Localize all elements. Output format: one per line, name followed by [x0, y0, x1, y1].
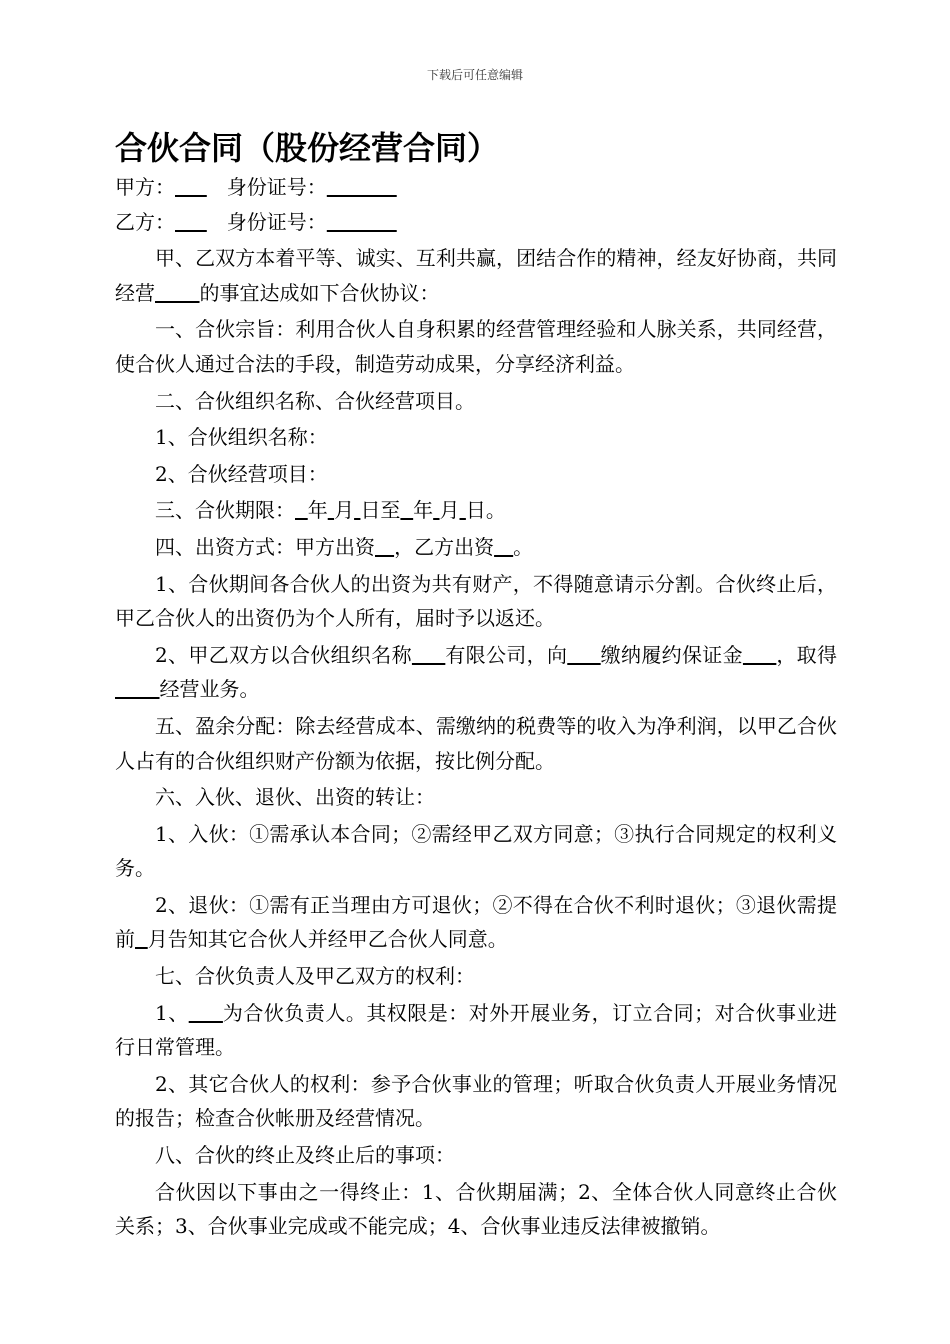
section-6-item-2: 2、退伙：①需有正当理由方可退伙；②不得在合伙不利时退伙；③退伙需提前 月告知其它合伙人并经甲乙合伙人同意。: [115, 892, 837, 952]
section-3-term: 三、合伙期限： 年 月 日至 年 月 日。: [155, 498, 506, 523]
party-b-id-blank: [327, 210, 397, 234]
business-blank: [155, 281, 200, 305]
page-header-note: 下载后可任意编辑: [426, 68, 523, 82]
section-2-item-2: 2、合伙经营项目：: [155, 461, 328, 486]
section-4-item-1: 1、合伙期间各合伙人的出资为共有财产，不得随意请示分割。合伙终止后，甲乙合伙人的出资仍为个人所有，届时予以返还。: [115, 571, 837, 631]
document-body: [115, 170, 837, 1244]
party-a-name-blank: [175, 175, 207, 199]
party-a-id-blank: [327, 175, 397, 199]
section-4-contribution: 四、出资方式：甲方出资 ，乙方出资 。: [155, 534, 534, 559]
section-6-heading: 六、入伙、退伙、出资的转让：: [155, 785, 435, 810]
section-1-purpose: 一、合伙宗旨：利用合伙人自身积累的经营管理经验和人脉关系，共同经营，使合伙人通过合法的手段，制造劳动成果，分享经济利益。: [115, 317, 837, 376]
section-5-profit: 五、盈余分配：除去经营成本、需缴纳的税费等的收入为净利润，以甲乙合伙人占有的合伙组织财产份额为依据，按比例分配。: [115, 713, 837, 773]
document-title: 合伙合同（股份经营合同）: [115, 129, 500, 167]
section-8-heading: 八、合伙的终止及终止后的事项：: [155, 1143, 455, 1168]
party-a-line: 甲方： 身份证号：: [115, 170, 837, 205]
section-2-heading: 二、合伙组织名称、合伙经营项目。: [155, 388, 475, 413]
section-2-item-1: 1、合伙组织名称：: [155, 425, 328, 450]
section-7-heading: 七、合伙负责人及甲乙双方的权利：: [155, 964, 475, 989]
section-6-item-1: 1、入伙：①需承认本合同；②需经甲乙双方同意；③执行合同规定的权利义务。: [115, 821, 837, 881]
party-b-line: 乙方： 身份证号：: [115, 205, 837, 240]
section-7-item-2: 2、其它合伙人的权利：参予合伙事业的管理；听取合伙负责人开展业务情况的报告；检查合伙帐册及经营情况。: [115, 1071, 837, 1131]
section-7-item-1: 1、 为合伙负责人。其权限是：对外开展业务，订立合同；对合伙事业进行日常管理。: [115, 1000, 837, 1060]
intro-paragraph: 甲、乙双方本着平等、诚实、互利共赢，团结合作的精神，经友好协商，共同经营 的事宜达成如下合伙协议：: [115, 246, 837, 305]
section-8-item-1: 合伙因以下事由之一得终止：1、合伙期届满；2、全体合伙人同意终止合伙关系；3、合伙事业完成或不能完成；4、合伙事业违反法律被撤销。: [115, 1179, 837, 1239]
party-b-name-blank: [175, 210, 207, 234]
section-4-item-2: 2、甲乙双方以合伙组织名称 有限公司，向 缴纳履约保证金 ，取得 经营业务。: [155, 642, 837, 702]
